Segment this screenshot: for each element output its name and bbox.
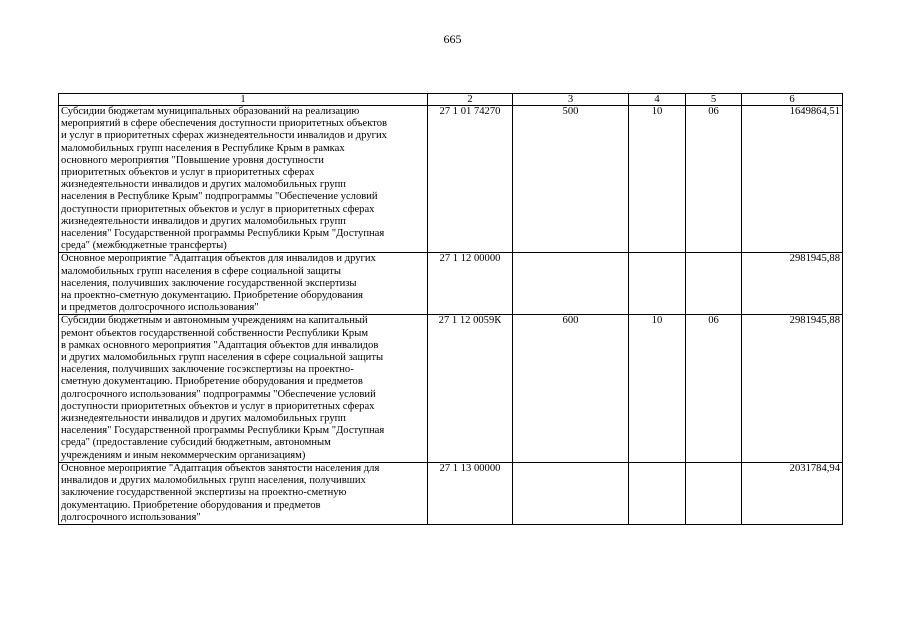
row-col3: 600: [513, 315, 629, 462]
row-col3: [513, 462, 629, 524]
row-code: 27 1 13 00000: [428, 462, 513, 524]
row-sum: 2981945,88: [742, 315, 843, 462]
header-col-5: 5: [686, 94, 742, 106]
row-code: 27 1 12 0059К: [428, 315, 513, 462]
row-name: Субсидии бюджетным и автономным учреждениям на капитальный ремонт объектов государственной собственности Республики Крым в рамках основного мероприятия "Адаптация объектов для инвалидов и других маломобильных групп населения в сфере социальной защиты населения, получивших заключение госэкспертизы на проектно- сметную документацию. Приобретение оборудования и предметов долгосрочного использования" подпрограммы "Обеспечение условий доступности приоритетных объектов и услуг в приоритетных сферах жизнедеятельности инвалидов и других маломобильных групп населения" Государственной программы Республики Крым "Доступная среда" (предоставление субсидий бюджетным, автономным учреждениям и иным некоммерческим организациям): [59, 315, 428, 462]
header-col-6: 6: [742, 94, 843, 106]
header-col-2: 2: [428, 94, 513, 106]
row-col5: 06: [686, 315, 742, 462]
row-sum: 1649864,51: [742, 106, 843, 253]
row-name: Субсидии бюджетам муниципальных образований на реализацию мероприятий в сфере обеспечения доступности приоритетных объектов и услуг в приоритетных сферах жизнедеятельности инвалидов и других маломобильных групп населения в Республике Крым в рамках основного мероприятия "Повышение уровня доступности приоритетных объектов и услуг в приоритетных сферах жизнедеятельности инвалидов и других маломобильных групп населения в Республике Крым" подпрограммы "Обеспечение условий доступности приоритетных объектов и услуг в приоритетных сферах жизнедеятельности инвалидов и других маломобильных групп населения" Государственной программы Республики Крым "Доступная среда" (межбюджетные трансферты): [59, 106, 428, 253]
row-name: Основное мероприятие "Адаптация объектов для инвалидов и других маломобильных групп населения в сфере социальной защиты населения, получивших заключение государственной экспертизы на проектно-сметную документацию. Приобретение оборудования и предметов долгосрочного использования": [59, 253, 428, 315]
page-number: 665: [443, 32, 462, 46]
row-code: 27 1 12 00000: [428, 253, 513, 315]
row-sum: 2981945,88: [742, 253, 843, 315]
row-col4: [629, 253, 686, 315]
header-col-3: 3: [513, 94, 629, 106]
row-sum: 2031784,94: [742, 462, 843, 524]
row-col5: [686, 462, 742, 524]
row-col4: 10: [629, 315, 686, 462]
table-row: [59, 253, 843, 315]
row-col5: 06: [686, 106, 742, 253]
budget-table: [58, 93, 843, 525]
header-col-1: 1: [59, 94, 428, 106]
header-row: [59, 94, 843, 106]
row-code: 27 1 01 74270: [428, 106, 513, 253]
row-col4: 10: [629, 106, 686, 253]
row-col5: [686, 253, 742, 315]
table-row: [59, 315, 843, 462]
row-col3: 500: [513, 106, 629, 253]
table-row: [59, 462, 843, 524]
row-col3: [513, 253, 629, 315]
row-name: Основное мероприятие "Адаптация объектов занятости населения для инвалидов и других маломобильных групп населения, получивших заключение государственной экспертизы на проектно-сметную документацию. Приобретение оборудования и предметов долгосрочного использования": [59, 462, 428, 524]
header-col-4: 4: [629, 94, 686, 106]
row-col4: [629, 462, 686, 524]
table-row: [59, 106, 843, 253]
